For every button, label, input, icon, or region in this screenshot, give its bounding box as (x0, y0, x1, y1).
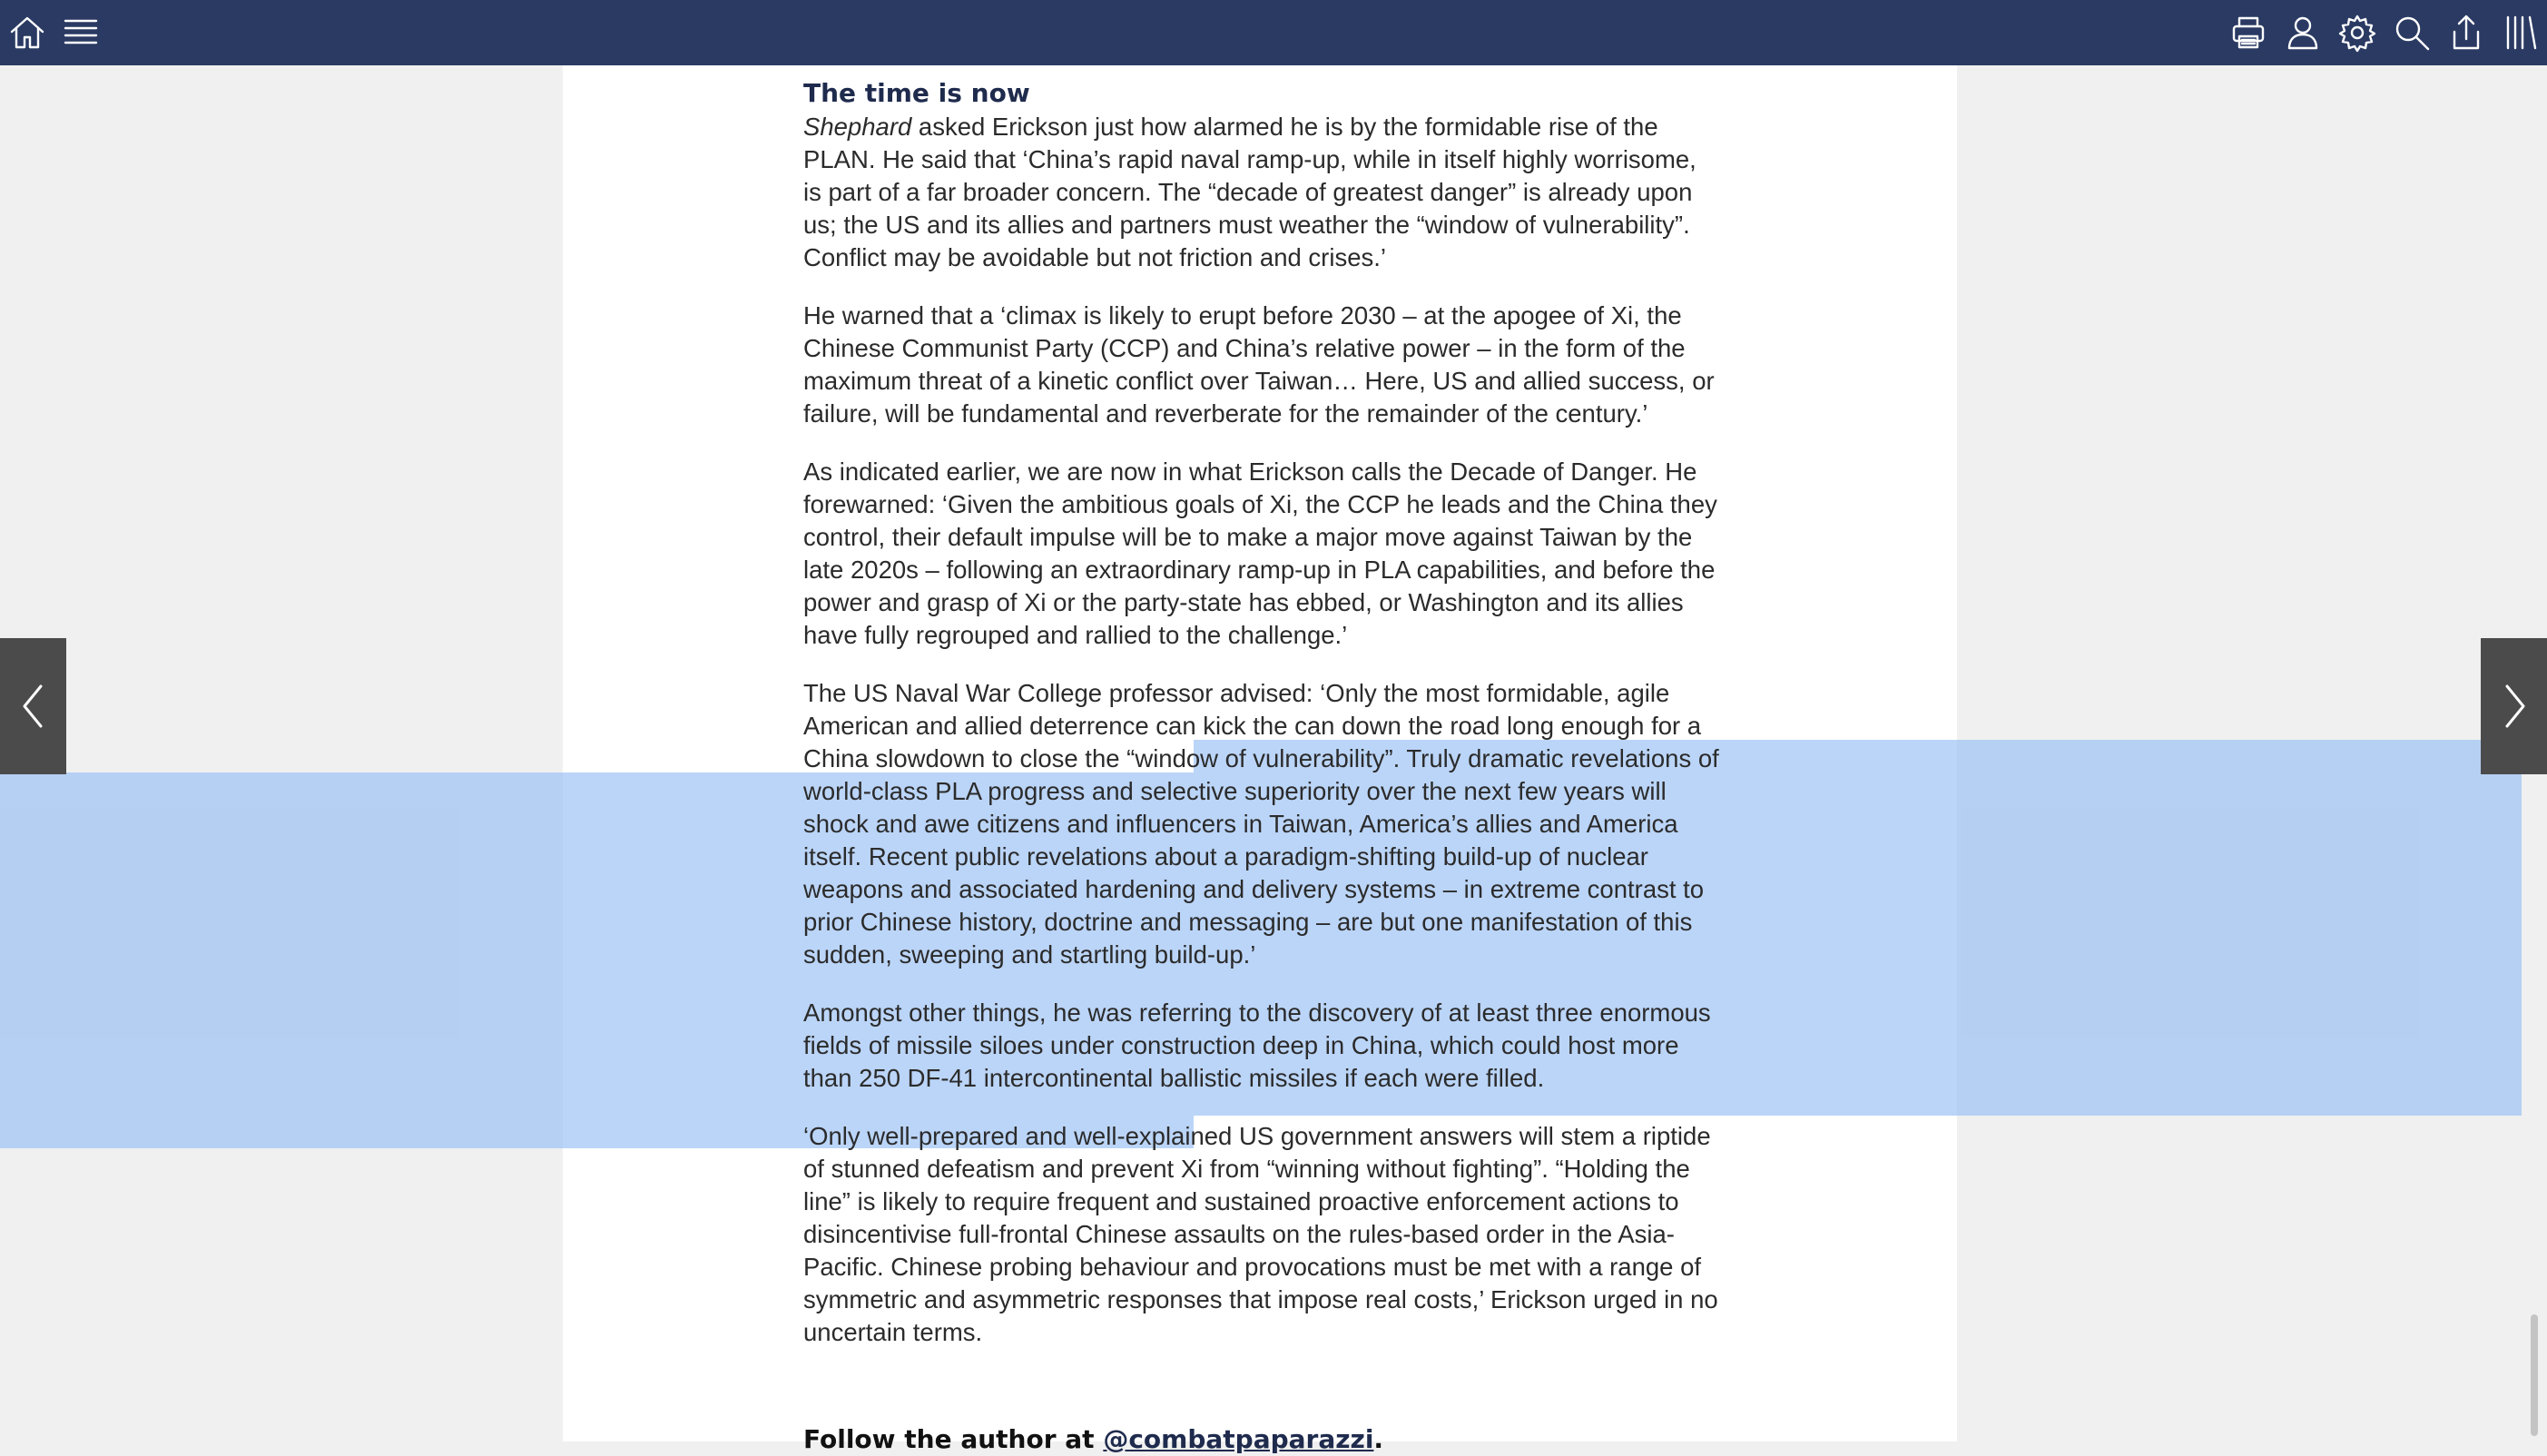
scrollbar-thumb[interactable] (2531, 1314, 2538, 1436)
print-icon[interactable] (2225, 9, 2272, 56)
paragraph: Amongst other things, he was referring to the discovery of at least three enormous fields of missile siloes under construction deep in China, which could host more than 250 DF-41 intercontinental ballistic missiles if each were filled. (803, 999, 1711, 1092)
top-toolbar (0, 0, 2547, 65)
paragraph: The US Naval War College professor advised: ‘Only the most formidable, agile American and allied deterrence can kick the can down the road long enough for a China slowdown to close the “window of vulnerability”. Truly dramatic revelations of world-class PLA progress and selective superiority over the next few years will shock and awe citizens and influencers in Taiwan, America’s allies and America itself. Recent public revelations about a paradigm-shifting build-up of nuclear weapons and associated hardening and delivery systems – in extreme contrast to prior Chinese history, doctrine and messaging – are but one manifestation of this sudden, sweeping and startling build-up.’ (803, 679, 1719, 969)
share-icon[interactable] (2443, 9, 2490, 56)
article-body (803, 76, 1720, 1456)
section-heading: The time is now (803, 78, 1030, 108)
paragraph: He warned that a ‘climax is likely to erupt before 2030 – at the apogee of Xi, the Chinese Communist Party (CCP) and China’s relative power – in the form of the maximum threat of a kinetic conflict over Taiwan… Here, US and allied success, or failure, will be fundamental and reverberate for the remainder of the century.’ (803, 301, 1715, 428)
paragraph: ‘Only well-prepared and well-explained US government answers will stem a riptide of stunned defeatism and prevent Xi from “winning without fighting”. “Holding the line” is likely to require frequent and sustained proactive enforcement actions to disincentivise full-frontal Chinese assaults on the rules-based order in the Asia-Pacific. Chinese probing behaviour and provocations must be met with a range of symmetric and asymmetric responses that impose real costs,’ Erickson urged in no uncertain terms. (803, 1122, 1718, 1346)
chevron-left-icon (15, 679, 52, 733)
previous-page-button[interactable] (0, 638, 66, 774)
paragraph: As indicated earlier, we are now in what Erickson calls the Decade of Danger. He forewarned: ‘Given the ambitious goals of Xi, the CCP he leads and the China they control, their default impulse will be to make a major move against Taiwan by the late 2020s – following an extraordinary ramp-up in PLA capabilities, and before the power and grasp of Xi or the party-state has ebbed, or Washington and its allies have fully regrouped and rallied to the challenge.’ (803, 457, 1717, 649)
user-icon[interactable] (2279, 9, 2326, 56)
settings-icon[interactable] (2334, 9, 2381, 56)
paragraph: Shephard asked Erickson just how alarmed he is by the formidable rise of the PLAN. He said that ‘China’s rapid naval ramp-up, while in itself highly worrisome, is part of a far broader concern. The “decade of greatest danger” is already upon us; the US and its allies and partners must weather the “window of vulnerability”. Conflict may be avoidable but not friction and crises.’ (803, 113, 1696, 271)
publication-name: Shephard (803, 113, 912, 141)
chevron-right-icon (2496, 679, 2532, 733)
menu-icon[interactable] (57, 9, 104, 56)
home-icon[interactable] (4, 9, 51, 56)
follow-author: Follow the author at @combatpaparazzi. (803, 1424, 1384, 1454)
author-handle-link[interactable]: @combatpaparazzi (1103, 1424, 1374, 1454)
next-page-button[interactable] (2481, 638, 2547, 774)
library-icon[interactable] (2497, 9, 2544, 56)
search-icon[interactable] (2388, 9, 2435, 56)
